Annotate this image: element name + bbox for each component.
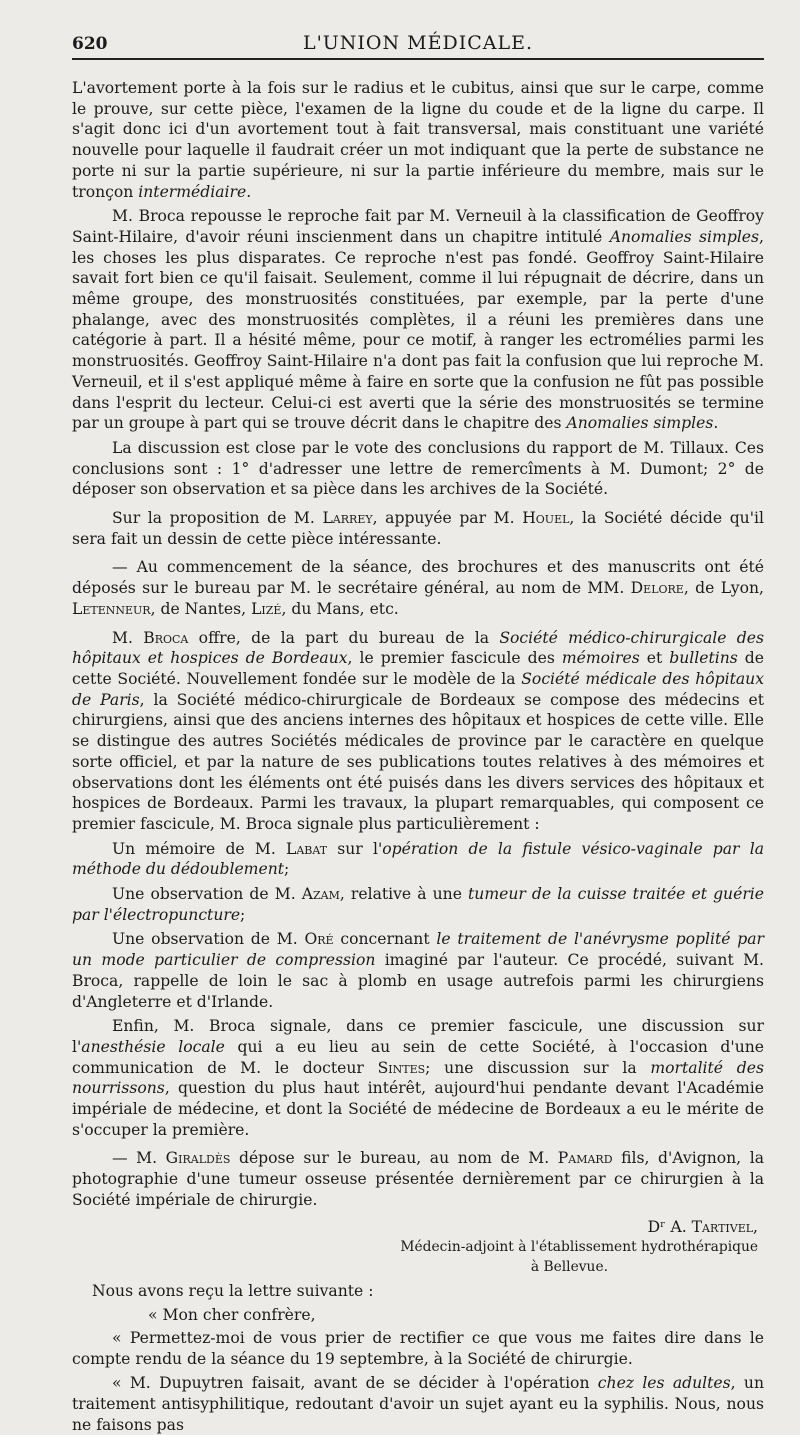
text-run: Une observation de M. xyxy=(112,885,302,904)
letter-paragraph-list xyxy=(72,1328,764,1435)
paragraph xyxy=(72,1373,764,1435)
paragraph xyxy=(72,78,764,202)
italic-text: Société médico-chirurgicale des hôpitaux et hospices de Bordeaux xyxy=(72,628,764,668)
text-run: M. Broca repousse le reproche fait par M. Verneuil à la classification de Geoffroy Saint-Hilaire, d'avoir réuni inscienment dans un chapitre intitulé xyxy=(72,207,764,246)
paragraph xyxy=(72,508,764,549)
text-run: qui a eu lieu au sein de cette Société, à l'occasion d'une communication de M. le docteur xyxy=(72,1037,765,1077)
page-number: 620 xyxy=(72,34,108,54)
paragraph xyxy=(72,438,764,500)
text-run: Sur la proposition de M. xyxy=(112,509,323,528)
text-run: , du Mans, etc. xyxy=(281,599,399,618)
name-text: Pamard xyxy=(557,1149,613,1168)
text-run: Enfin, M. Broca signale, dans ce premier fascicule, une discussion sur l' xyxy=(72,1017,764,1056)
italic-text: intermédiaire. xyxy=(138,182,252,201)
name-text: Broca xyxy=(143,628,189,647)
italic-text: anesthésie locale xyxy=(81,1037,225,1056)
text-run: . xyxy=(713,414,719,433)
text-run: , un traitement antisyphilitique, redoutant d'avoir un sujet ayant eu la syphilis. Nous, nous ne faisons pas xyxy=(72,1374,765,1434)
text-run: dépose sur le bureau, au nom de M. xyxy=(230,1149,558,1168)
name-text: Delore xyxy=(630,579,684,598)
paragraph-list xyxy=(72,78,764,1211)
name-text: Letenneur xyxy=(72,599,151,618)
text-run: , la Société médico-chirurgicale de Bordeaux se compose des médecins et chirurgiens, ainsi que des anciens internes des hôpitaux et hospices de cette ville. Elle se distingue des autres Sociétés médicales de province par le caractère en quelque sorte officiel, et par la nature de ses publications toutes relatives à des mémoires et observations dont les éléments ont été puisés dans les divers services des hôpitaux et hospices de Bordeaux. Parmi les travaux, la plupart remarquables, qui composent ce premier fascicule, M. Broca signale plus particulièrement : xyxy=(72,690,764,833)
page-header xyxy=(72,24,764,60)
text-run: , de Nantes, xyxy=(150,599,252,618)
text-run: , la Société décide qu'il sera fait un dessin de cette pièce intéressante. xyxy=(72,509,764,548)
text-run: de cette Société. Nouvellement fondée sur le modèle de la xyxy=(72,649,764,688)
text-run: Une observation de M. xyxy=(112,930,305,949)
name-text: Lizé xyxy=(251,599,282,618)
name-text: Larrey xyxy=(322,509,373,528)
italic-text: chez les adultes xyxy=(597,1374,731,1393)
paragraph xyxy=(72,1016,764,1140)
text-run: « M. Dupuytren faisait, avant de se décider à l'opération xyxy=(112,1374,598,1393)
text-run: offre, de la part du bureau de la xyxy=(188,628,500,647)
signature-name: Dʳ A. Tartivel, xyxy=(647,1217,758,1236)
journal-title: L'UNION MÉDICALE. xyxy=(302,32,534,54)
italic-text: Société médicale des hôpitaux de Paris xyxy=(72,669,764,709)
italic-text: Anomalies simples xyxy=(566,414,714,433)
name-text: Giraldès xyxy=(165,1149,231,1168)
italic-text: le traitement de l'anévrysme poplité par un mode particulier de compression xyxy=(72,930,764,970)
letter-salutation: « Mon cher confrère, xyxy=(148,1306,316,1325)
text-run: M. xyxy=(112,628,144,647)
name-text: Azam xyxy=(301,885,340,904)
text-run: ; xyxy=(284,860,290,879)
paragraph xyxy=(72,557,764,619)
text-run: , appuyée par M. xyxy=(372,509,523,528)
text-run: imaginé par l'auteur. Ce procédé, suivant M. Broca, rappelle de loin le sac à plomb en usage autrefois parmi les chirurgiens d'Angleterre et d'Irlande. xyxy=(72,951,764,1011)
signature-block xyxy=(72,1217,764,1277)
italic-text: mortalité des nourrissons xyxy=(72,1058,764,1098)
paragraph xyxy=(72,1328,764,1369)
text-run: La discussion est close par le vote des conclusions du rapport de M. Tillaux. Ces conclusions sont : 1° d'adresser une lettre de remercîments à M. Dumont; 2° de déposer son observation et sa pièce dans les archives de la Société. xyxy=(72,438,764,499)
paragraph xyxy=(72,628,764,835)
text-run: , de Lyon, xyxy=(683,579,764,598)
text-run: sur l' xyxy=(327,839,383,858)
signature-role: Médecin-adjoint à l'établissement hydrothérapique xyxy=(400,1238,758,1255)
italic-text: opération de la fistule vésico-vaginale par la méthode du dédoublement xyxy=(72,839,764,879)
letter-intro: Nous avons reçu la lettre suivante : xyxy=(92,1281,374,1300)
paragraph xyxy=(72,839,764,880)
article-body xyxy=(72,78,764,1435)
text-run: — Au commencement de la séance, des brochures et des manuscrits ont été déposés sur le bureau par M. le secrétaire général, au nom de MM. xyxy=(72,558,764,598)
paragraph xyxy=(72,206,764,434)
paragraph xyxy=(72,929,764,1012)
text-run: concernant xyxy=(333,930,437,949)
text-run: fils, d'Avignon, la photographie d'une tumeur osseuse présentée dernièrement par ce chirurgien à la Société impériale de chirurgie. xyxy=(72,1149,764,1209)
name-text: Oré xyxy=(304,930,334,949)
italic-text: mémoires xyxy=(561,649,640,668)
signature-place: à Bellevue. xyxy=(530,1258,608,1275)
text-run: , relative à une xyxy=(339,885,469,904)
text-run: L'avortement porte à la fois sur le radius et le cubitus, ainsi que sur le carpe, comme le prouve, sur cette pièce, l'examen de la ligne du coude et de la ligne du carpe. Il s'agit donc ici d'un avortement tout à fait transversal, mais constituant une variété nouvelle pour laquelle il faudrait créer un mot indiquant que la perte de substance ne porte ni sur la partie supérieure, ni sur la partie inférieure du membre, mais sur le tronçon xyxy=(72,79,764,201)
text-run: , question du plus haut intérêt, aujourd'hui pendante devant l'Académie impériale de médecine, et dont la Société de médecine de Bordeaux a eu le mérite de s'occuper la première. xyxy=(72,1079,764,1139)
name-text: Labat xyxy=(286,839,328,858)
name-text: Sintes xyxy=(377,1058,426,1077)
name-text: Houel xyxy=(522,509,570,528)
paragraph xyxy=(72,1148,764,1210)
text-run: ; xyxy=(240,905,246,924)
italic-text: tumeur de la cuisse traitée et guérie par l'électropuncture xyxy=(72,885,764,924)
text-run: , le premier fascicule des xyxy=(347,649,562,668)
paragraph xyxy=(72,884,764,925)
italic-text: bulletins xyxy=(669,649,738,668)
text-run: , les choses les plus disparates. Ce reproche n'est pas fondé. Geoffroy Saint-Hilaire savait fort bien ce qu'il faisait. Seulement, comme il lui répugnait de décrire, dans un même groupe, des monstruosités constituées, par exemple, par la perte d'une phalange, avec des monstruosités complètes, il a réuni les premières dans une catégorie à part. Il a hésité même, pour ce motif, à ranger les ectromélies parmi les monstruosités. Geoffroy Saint-Hilaire n'a dont pas fait la confusion que lui reproche M. Verneuil, et il s'est appliqué même à faire en sorte que la confusion ne fût pas possible dans l'esprit du lecteur. Celui-ci est averti que la série des monstruosités se termine par un groupe à part qui se trouve décrit dans le chapitre des xyxy=(72,227,765,433)
text-run: ; une discussion sur la xyxy=(425,1058,651,1077)
italic-text: Anomalies simples xyxy=(609,227,760,246)
text-run: — M. xyxy=(112,1149,166,1168)
text-run: « Permettez-moi de vous prier de rectifier ce que vous me faites dire dans le compte rendu de la séance du 19 septembre, à la Société de chirurgie. xyxy=(72,1328,764,1368)
text-run: et xyxy=(639,649,670,668)
text-run: Un mémoire de M. xyxy=(112,839,286,858)
